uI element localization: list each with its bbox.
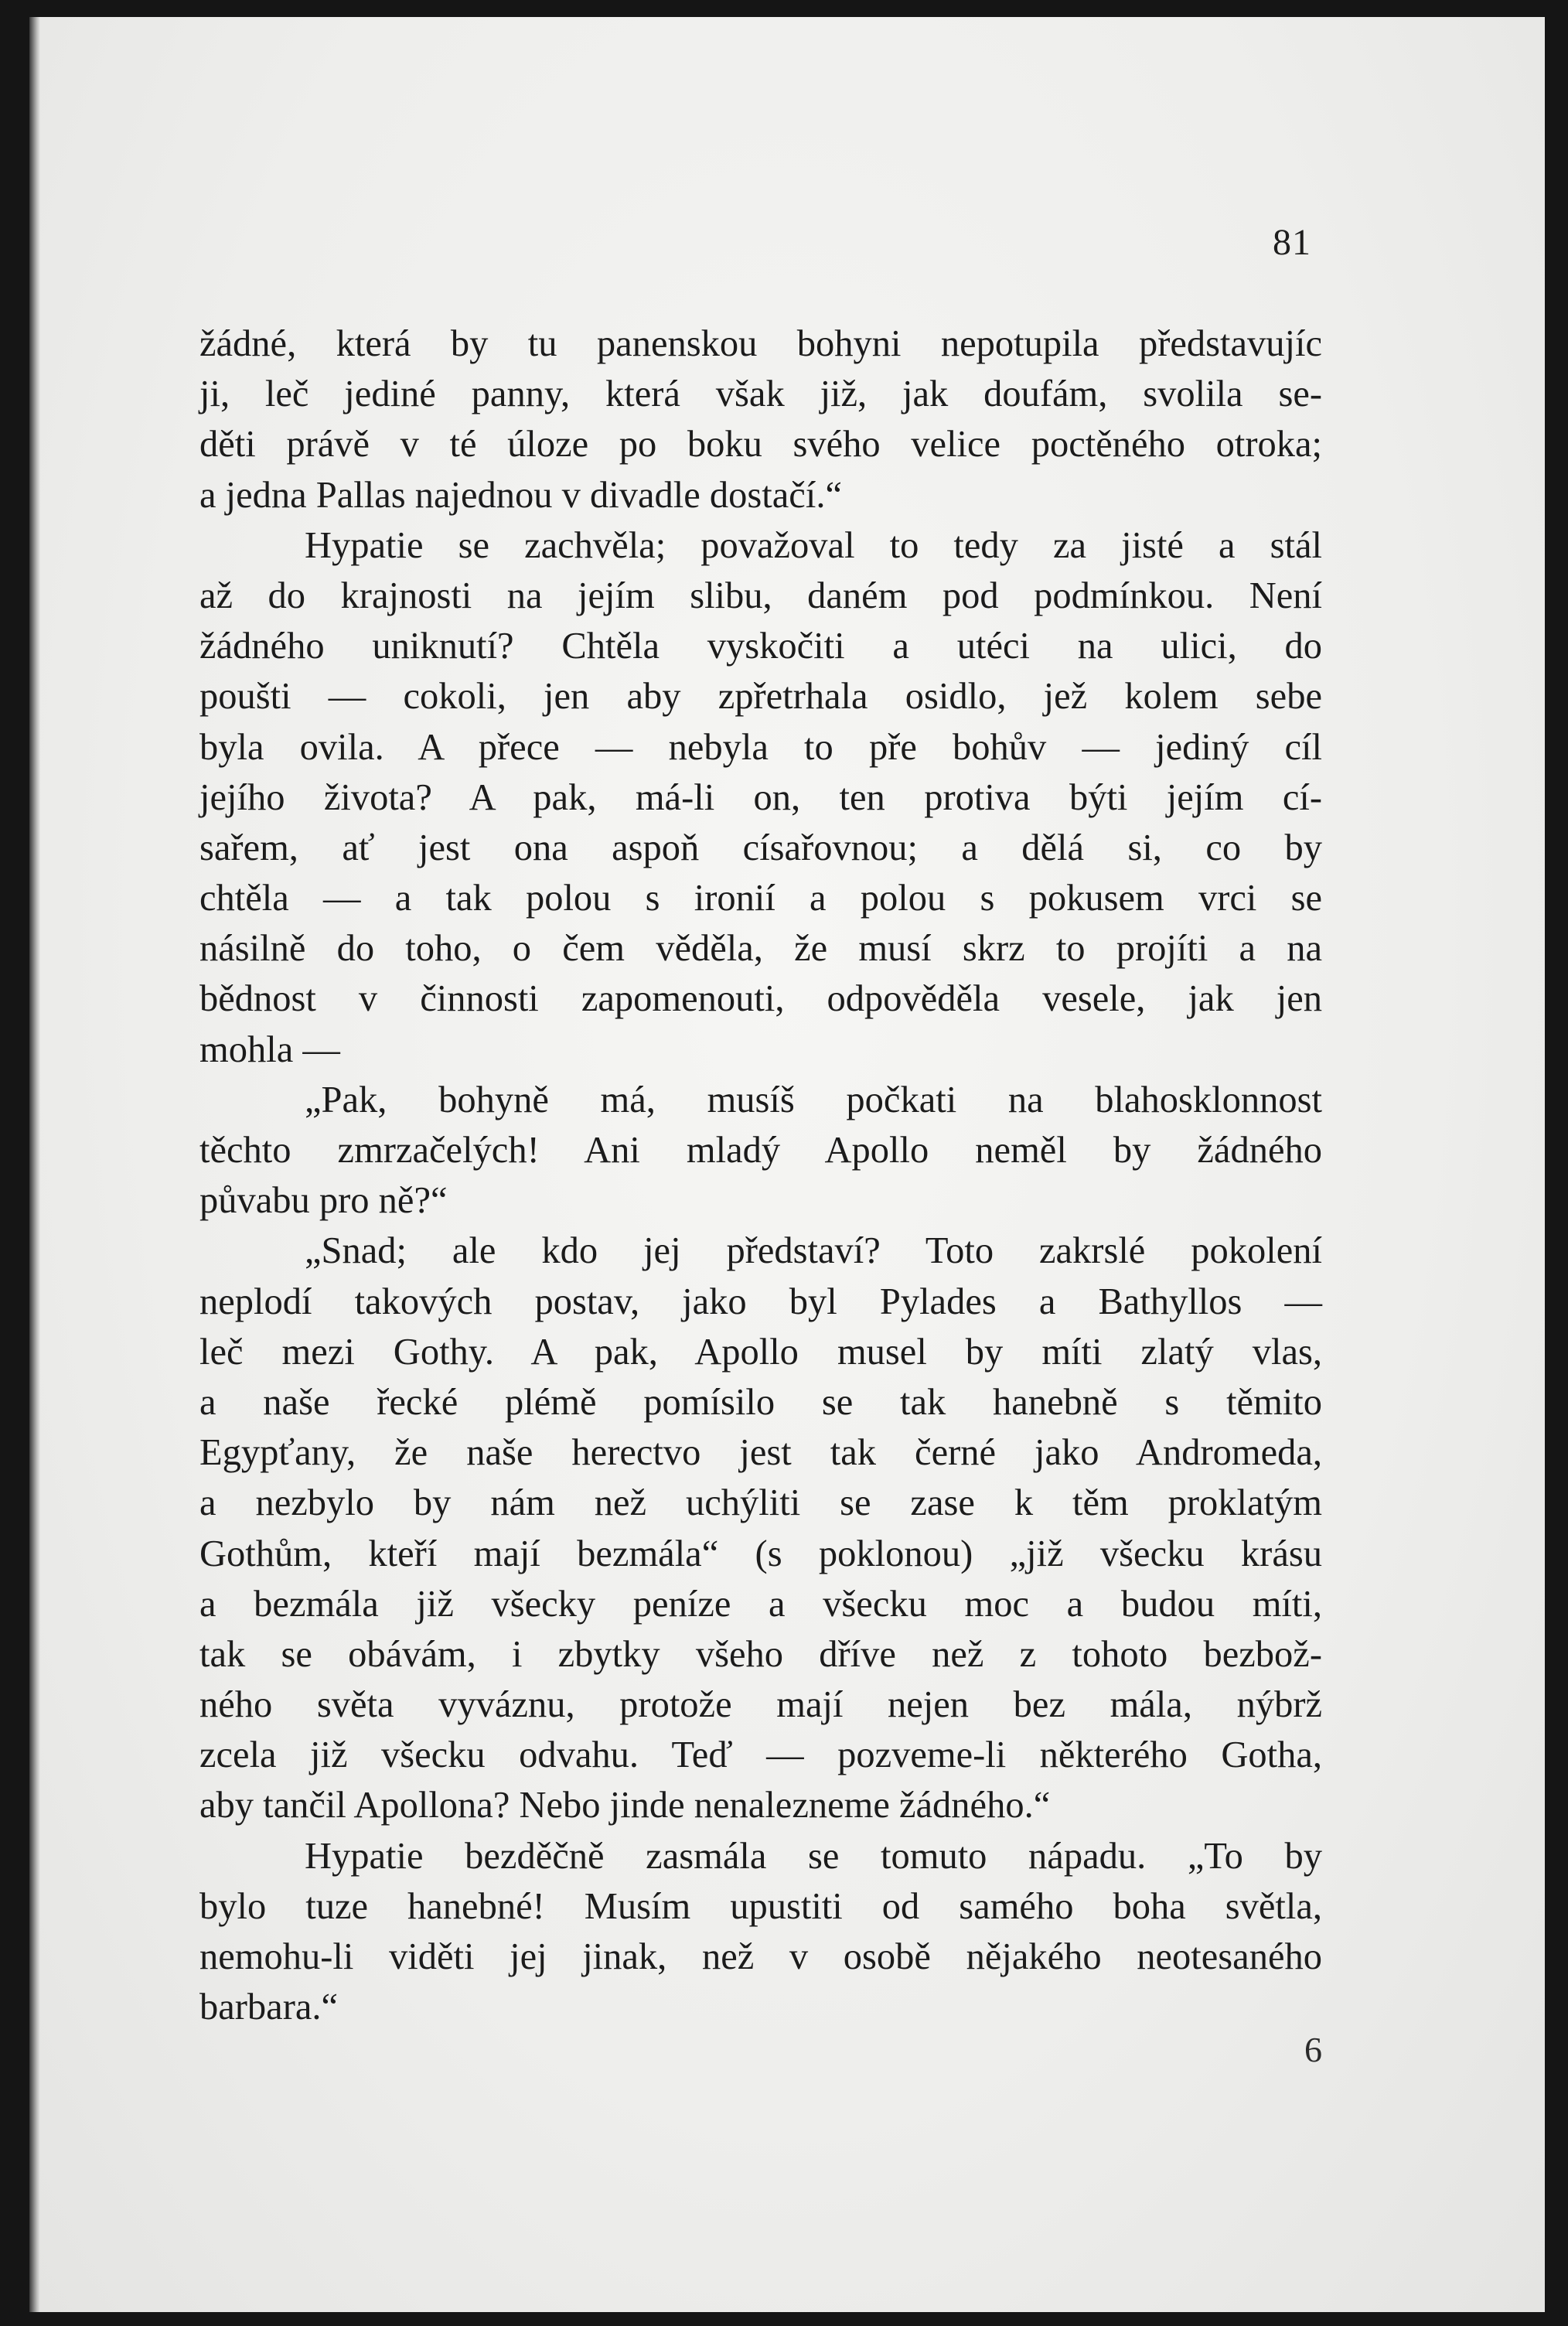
body-text [199,319,1322,2032]
page-number: 81 [1273,222,1311,263]
signature-mark: 6 [1304,2030,1322,2069]
text-line: barbara.“ [199,1987,339,2028]
text-line: bědnost v činnosti zapomenouti, odpověděla vesele, jak jen [199,978,1322,1020]
text-line: žádné, která by tu panenskou bohyni nepotupila představujíc [199,323,1322,364]
text-line: ji, leč jediné panny, která však již, jak doufám, svolila se- [199,373,1322,415]
text-line: až do krajnosti na jejím slibu, daném pod podmínkou. Není [199,575,1322,616]
text-line: a jedna Pallas najednou v divadle dostačí.“ [199,474,842,516]
text-line: tak se obávám, i zbytky všeho dříve než z tohoto bezbož- [199,1633,1322,1675]
text-line: Gothům, kteří mají bezmála“ (s poklonou) „již všecku krásu [199,1533,1322,1574]
text-line: ného světa vyváznu, protože mají nejen bez mála, nýbrž [199,1684,1322,1726]
text-line: aby tančil Apollona? Nebo jinde nenalezneme žádného.“ [199,1785,1051,1826]
text-line: Hypatie bezděčně zasmála se tomuto nápadu. „To by [305,1835,1322,1877]
text-line: a bezmála již všecky peníze a všecku moc a budou míti, [199,1583,1322,1625]
text-line: bylo tuze hanebné! Musím upustiti od samého boha světla, [199,1885,1322,1927]
text-line: leč mezi Gothy. A pak, Apollo musel by míti zlatý vlas, [199,1331,1322,1373]
text-line: a naše řecké plémě pomísilo se tak hanebně s těmito [199,1381,1322,1423]
text-line: děti právě v té úloze po boku svého velice poctěného otroka; [199,424,1322,466]
text-line: byla ovila. A přece — nebyla to pře bohův — jediný cíl [199,726,1322,768]
text-line: půvabu pro ně?“ [199,1180,448,1222]
text-line: těchto zmrzačelých! Ani mladý Apollo neměl by žádného [199,1130,1322,1171]
text-line: nemohu-li viděti jej jinak, než v osobě nějakého neotesaného [199,1936,1322,1977]
text-line: chtěla — a tak polou s ironií a polou s pokusem vrci se [199,878,1322,919]
text-line: jejího života? A pak, má-li on, ten protiva býti jejím cí- [199,776,1322,818]
text-line: „Pak, bohyně má, musíš počkati na blahosklonnost [305,1079,1322,1120]
text-line: žádného uniknutí? Chtěla vyskočiti a utéci na ulici, do [199,626,1322,667]
text-line: mohla — [199,1028,340,1070]
text-line: poušti — cokoli, jen aby zpřetrhala osidlo, jež kolem sebe [199,676,1322,718]
page-gutter-shadow [29,17,40,2312]
text-line: neplodí takových postav, jako byl Pylades a Bathyllos — [199,1281,1322,1322]
text-line: a nezbylo by nám než uchýliti se zase k těm proklatým [199,1482,1322,1524]
text-line: násilně do toho, o čem věděla, že musí skrz to projíti a na [199,928,1322,970]
text-line: sařem, ať jest ona aspoň císařovnou; a dělá si, co by [199,827,1322,868]
text-line: zcela již všecku odvahu. Teď — pozveme-li některého Gotha, [199,1734,1322,1776]
text-line: Hypatie se zachvěla; považoval to tedy za jisté a stál [305,524,1322,566]
text-line: „Snad; ale kdo jej představí? Toto zakrslé pokolení [305,1230,1322,1272]
text-line: Egypťany, že naše herectvo jest tak černé jako Andromeda, [199,1432,1322,1474]
